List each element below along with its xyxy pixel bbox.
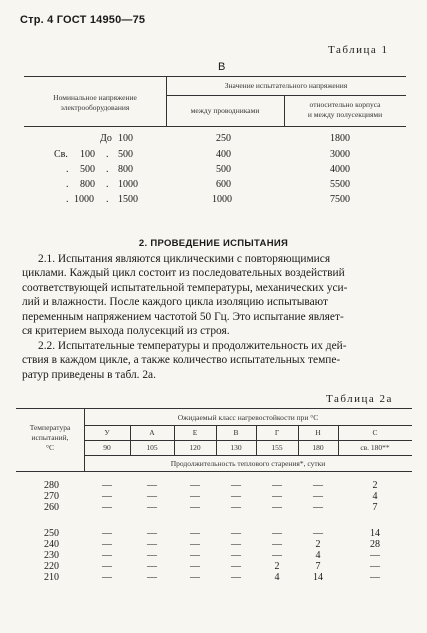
table-cell: — <box>147 480 157 491</box>
class-label: Е <box>192 428 198 437</box>
table-cell: — <box>272 550 282 561</box>
table1-between-header: между проводниками <box>190 106 260 115</box>
table-cell: — <box>190 480 200 491</box>
table2a-caption: Таблица 2а <box>326 393 393 405</box>
table2a-rule <box>84 425 412 426</box>
table-cell: — <box>190 491 200 502</box>
table-cell: 14 <box>370 528 380 539</box>
table-cell: — <box>370 572 380 583</box>
table-cell: 2 <box>274 561 280 572</box>
table-cell: 2 <box>372 480 378 491</box>
table-cell: — <box>272 539 282 550</box>
class-temp: 180 <box>312 443 324 452</box>
class-temp: 130 <box>230 443 242 452</box>
table-cell: 2 <box>315 539 321 550</box>
table-cell: — <box>102 572 112 583</box>
table-cell: 4 <box>315 550 321 561</box>
row-temperature: 260 <box>44 502 59 513</box>
table-cell: — <box>190 539 200 550</box>
table2a-temp-header: Температура испытаний, °С <box>29 423 71 452</box>
section-heading: 2. ПРОВЕДЕНИЕ ИСПЫТАНИЯ <box>138 238 289 249</box>
table-cell: — <box>102 561 112 572</box>
table-cell: — <box>190 550 200 561</box>
row-temperature: 220 <box>44 561 59 572</box>
table-cell: 7 <box>372 502 378 513</box>
table1-caption: Таблица 1 <box>328 44 389 56</box>
class-label: С <box>372 428 378 437</box>
table1-group-rule <box>166 95 406 96</box>
table-cell: — <box>231 561 241 572</box>
table-cell: — <box>102 491 112 502</box>
table2a-header-rule <box>16 471 412 472</box>
table1-voltage-header: Номинальное напряжение электрооборудования <box>53 93 137 112</box>
table-cell: — <box>231 572 241 583</box>
table-cell: — <box>147 561 157 572</box>
row-temperature: 210 <box>44 572 59 583</box>
table-cell: — <box>231 528 241 539</box>
class-label: Н <box>315 428 321 437</box>
paragraph-2-1: 2.1. Испытания являются циклическими с повторяющимися циклами. Каждый цикл состоит из последовательных воздействий соответствующей испытательной температуры, механических уси- лий и влажности. После каждого цикла изоляцию испытывают переменным напряжением частотой 50 Гц. Это испытание являет- ся критерием выхода полусекций из строя. <box>22 253 348 338</box>
table-cell: — <box>313 491 323 502</box>
table2a-rule <box>84 440 412 441</box>
row-temperature: 240 <box>44 539 59 550</box>
table-cell: — <box>231 491 241 502</box>
table1-sublabel: В <box>218 61 226 73</box>
table-cell: 28 <box>370 539 380 550</box>
paragraph-2-2: 2.2. Испытательные температуры и продолжительность их дей- ствия в каждом цикле, а также количество испытательных темпе- ратур приведены в табл. 2а. <box>22 340 347 381</box>
class-temp: св. 180** <box>360 443 390 452</box>
table-cell: — <box>231 550 241 561</box>
table-cell: — <box>370 561 380 572</box>
table-cell: 4 <box>372 491 378 502</box>
table1-relative-header: относительно корпуса и между полусекциями <box>307 100 383 119</box>
table-cell: — <box>272 502 282 513</box>
row-temperature: 230 <box>44 550 59 561</box>
table-cell: — <box>147 502 157 513</box>
table-cell: — <box>272 480 282 491</box>
table-cell: — <box>102 550 112 561</box>
table-cell: — <box>102 539 112 550</box>
table-cell: — <box>313 502 323 513</box>
table-cell: — <box>231 539 241 550</box>
row-temperature: 280 <box>44 480 59 491</box>
table-cell: — <box>147 550 157 561</box>
table-cell: — <box>102 502 112 513</box>
class-label: У <box>104 428 110 437</box>
table-cell: — <box>231 480 241 491</box>
table-cell: — <box>272 528 282 539</box>
table-cell: 4 <box>274 572 280 583</box>
table-cell: — <box>313 480 323 491</box>
table1-header-rule <box>24 126 406 127</box>
table-cell: — <box>370 550 380 561</box>
class-temp: 105 <box>146 443 158 452</box>
table-cell: — <box>272 491 282 502</box>
class-label: В <box>233 428 239 437</box>
table-cell: 7 <box>315 561 321 572</box>
class-label: Г <box>274 428 280 437</box>
page-header: Стр. 4 ГОСТ 14950—75 <box>20 14 146 26</box>
table-cell: — <box>231 502 241 513</box>
class-temp: 120 <box>189 443 201 452</box>
table-cell: — <box>190 561 200 572</box>
table-cell: — <box>102 528 112 539</box>
table-cell: — <box>190 572 200 583</box>
table-cell: — <box>147 539 157 550</box>
table-cell: 14 <box>313 572 323 583</box>
table2a-duration-header: Продолжительность теплового старения*, сутки <box>170 459 326 468</box>
table2a-rule <box>84 455 412 456</box>
class-temp: 90 <box>103 443 111 452</box>
table-cell: — <box>190 502 200 513</box>
class-temp: 155 <box>271 443 283 452</box>
table1-top-rule <box>24 76 406 77</box>
table-cell: — <box>147 528 157 539</box>
table-cell: — <box>147 572 157 583</box>
row-temperature: 250 <box>44 528 59 539</box>
row-temperature: 270 <box>44 491 59 502</box>
table-cell: — <box>190 528 200 539</box>
table-cell: — <box>147 491 157 502</box>
table2a-top-rule <box>16 408 412 409</box>
table2a-class-header: Ожидаемый класс нагревостойкости при °С <box>177 413 319 422</box>
table-cell: — <box>313 528 323 539</box>
table-cell: — <box>102 480 112 491</box>
table1-group-header: Значение испытательного напряжения <box>224 81 348 90</box>
class-label: А <box>149 428 155 437</box>
